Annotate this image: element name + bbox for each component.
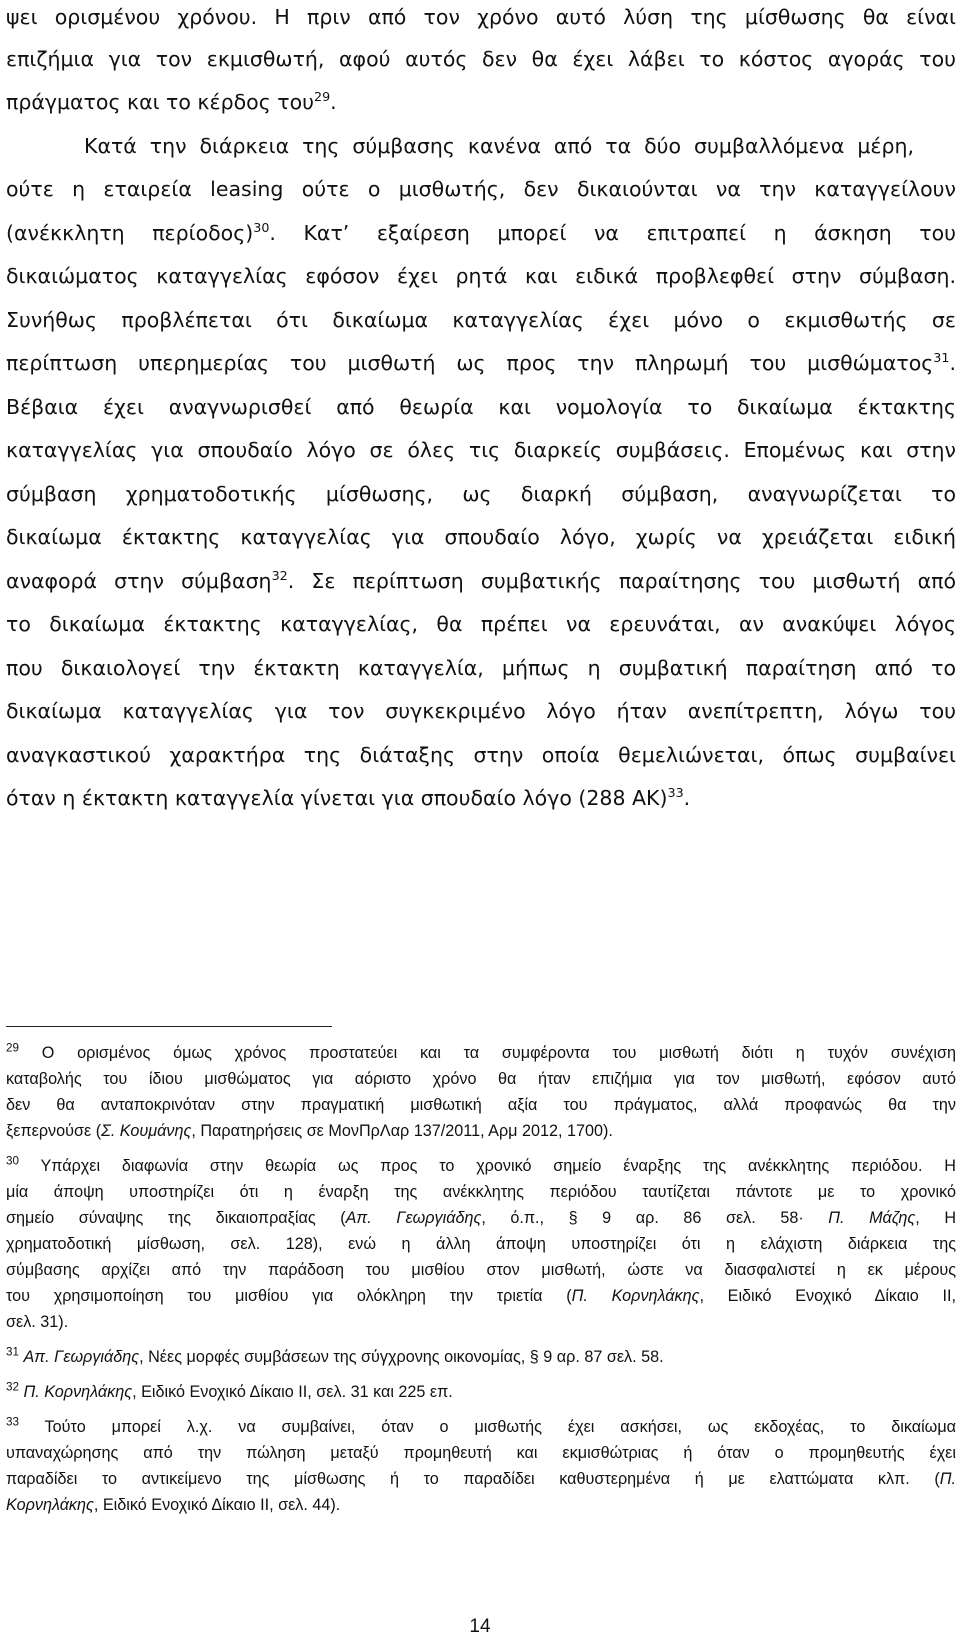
footnote-line: μία άποψη υποστηρίζει ότι η έναρξη της ανέκκλητης περιόδου ταυτίζεται πάντοτε με το χρονικό bbox=[6, 1183, 956, 1201]
footnote-line: υπαναχώρησης από την πώληση μεταξύ προμηθευτή και εκμισθώτριας ή όταν ο προμηθευτής έχει bbox=[6, 1444, 956, 1462]
footnote-number: 32 bbox=[6, 1380, 19, 1394]
footnote-line: $^{29}$ Ο ορισμένος όμως χρόνος προστατεύει και τα συμφέροντα του μισθωτή διότι η τυχόν συνέχιση bbox=[6, 1041, 956, 1062]
body-line: σύμβαση χρηματοδοτικής μίσθωσης, ως διαρκή σύμβαση, αναγνωρίζεται το bbox=[6, 482, 956, 506]
footnote-ref-30[interactable]: 30 bbox=[253, 220, 270, 236]
author-name: Π. bbox=[939, 1470, 956, 1488]
body-line: το δικαίωμα έκτακτης καταγγελίας, θα πρέπει να ερευνάται, αν ανακύψει λόγος bbox=[6, 612, 956, 636]
footnote-line: παραδίδει το αντικείμενο της μίσθωσης ή το παραδίδει καθυστερημένα ή με ελαττώματα κλπ. (Π. bbox=[6, 1470, 956, 1488]
body-line: δικαίωμα καταγγελίας για τον συγκεκριμένο λόγο ήταν ανεπίτρεπτη, λόγω του bbox=[6, 699, 956, 723]
body-line: καταγγελίας για σπουδαίο λόγο σε όλες τις διαρκείς συμβάσεις. Επομένως και στην bbox=[6, 438, 956, 462]
body-line: Βέβαια έχει αναγνωρισθεί από θεωρία και νομολογία το δικαίωμα έκτακτης bbox=[6, 395, 956, 419]
footnote-line: ξεπερνούσε (Σ. Κουμάνης, Παρατηρήσεις σε ΜονΠρΛαρ 137/2011, Αρμ 2012, 1700). bbox=[6, 1122, 613, 1140]
body-line: δικαιώματος καταγγελίας εφόσον έχει ρητά και ειδικά προβλεφθεί στην σύμβαση. bbox=[6, 264, 956, 288]
footnote-line: Κορνηλάκης, Ειδικό Ενοχικό Δίκαιο ΙΙ, σελ. 44). bbox=[6, 1496, 341, 1514]
body-line: δικαίωμα έκτακτης καταγγελίας για σπουδαίο λόγο, χωρίς να χρειάζεται ειδική bbox=[6, 525, 956, 549]
body-line: (ανέκκλητη περίοδος)$^{30}$. Κατ’ εξαίρεση μπορεί να επιτραπεί η άσκηση του bbox=[6, 220, 956, 245]
footnote-ref-29[interactable]: 29 bbox=[314, 89, 331, 105]
footnote-number: 29 bbox=[6, 1041, 19, 1055]
author-name: Π. Κορνηλάκης bbox=[23, 1383, 133, 1401]
footnote-line: σημείο σύναψης της δικαιοπραξίας (Απ. Γεωργιάδης, ό.π., § 9 αρ. 86 σελ. 58· Π. Μάζης, Η bbox=[6, 1209, 957, 1227]
footnote-line: δεν θα ανταποκρινόταν στην πραγματική μισθωτική αξία του πράγματος, αλλά προφανώς θα την bbox=[6, 1096, 956, 1114]
body-line: αναγκαστικού χαρακτήρα της διάταξης στην οποία θεμελιώνεται, όπως συμβαίνει bbox=[6, 743, 956, 767]
author-name: Απ. Γεωργιάδης bbox=[23, 1348, 140, 1366]
body-line: Κατά την διάρκεια της σύμβασης κανένα από τα δύο συμβαλλόμενα μέρη, bbox=[84, 134, 914, 158]
body-line: ούτε η εταιρεία leasing ούτε ο μισθωτής, δεν δικαιούνται να την καταγγείλουν bbox=[6, 177, 956, 201]
footnote-separator bbox=[6, 1026, 332, 1027]
body-line: ψει ορισμένου χρόνου. Η πριν από τον χρόνο αυτό λύση της μίσθωσης θα είναι bbox=[6, 5, 956, 29]
page-number: 14 bbox=[469, 1616, 491, 1637]
footnote-ref-33[interactable]: 33 bbox=[667, 785, 684, 801]
body-line: Συνήθως προβλέπεται ότι δικαίωμα καταγγελίας έχει μόνο ο εκμισθωτής σε bbox=[6, 308, 956, 332]
footnote-number: 33 bbox=[6, 1415, 19, 1429]
footnote-line: $^{33}$ Τούτο μπορεί λ.χ. να συμβαίνει, όταν ο μισθωτής έχει ασκήσει, ως εκδοχέας, το δικαίωμα bbox=[6, 1415, 956, 1436]
author-name: Κορνηλάκης bbox=[6, 1496, 94, 1514]
footnote-line: χρηματοδοτική μίσθωση, σελ. 128), ενώ η άλλη άποψη υποστηρίζει ότι η ελάχιστη διάρκεια της bbox=[6, 1235, 956, 1253]
body-line: που δικαιολογεί την έκτακτη καταγγελία, μήπως η συμβατική παραίτηση από το bbox=[6, 656, 956, 680]
body-line: περίπτωση υπερημερίας του μισθωτή ως προς την πληρωμή του μισθώματος$^{31}$. bbox=[6, 350, 956, 375]
author-name: Σ. Κουμάνης bbox=[101, 1122, 192, 1140]
footnote-line: καταβολής του ίδιου μισθώματος για αόριστο χρόνο θα ήταν επιζήμια για τον μισθωτή, εφόσον αυτό bbox=[6, 1070, 956, 1088]
body-line: πράγματος και το κέρδος του$^{29}$. bbox=[6, 89, 337, 114]
footnote-line: $^{32}$ Π. Κορνηλάκης, Ειδικό Ενοχικό Δίκαιο ΙΙ, σελ. 31 και 225 επ. bbox=[6, 1380, 453, 1401]
author-name: Π. Μάζης bbox=[828, 1209, 916, 1227]
footnote-number: 30 bbox=[6, 1154, 19, 1168]
footnote-line: σύμβασης αρχίζει από την παράδοση του μισθίου στον μισθωτή, ώστε να διασφαλιστεί η εκ μέρους bbox=[6, 1261, 956, 1279]
body-line: επιζήμια για τον εκμισθωτή, αφού αυτός δεν θα έχει λάβει το κόστος αγοράς του bbox=[6, 47, 956, 71]
footnote-number: 31 bbox=[6, 1345, 19, 1359]
footnote-ref-32[interactable]: 32 bbox=[271, 568, 288, 584]
footnote-line: του χρησιμοποίηση του μισθίου για ολόκληρη την τριετία (Π. Κορνηλάκης, Ειδικό Ενοχικό Δίκαιο ΙΙ, bbox=[6, 1287, 956, 1305]
body-line: αναφορά στην σύμβαση$^{32}$. Σε περίπτωση συμβατικής παραίτησης του μισθωτή από bbox=[6, 568, 956, 593]
body-line: όταν η έκτακτη καταγγελία γίνεται για σπουδαίο λόγο (288 ΑΚ)$^{33}$. bbox=[6, 785, 691, 810]
footnote-line: σελ. 31). bbox=[6, 1313, 69, 1331]
author-name: Απ. Γεωργιάδης bbox=[345, 1209, 482, 1227]
footnote-line: $^{31}$ Απ. Γεωργιάδης, Νέες μορφές συμβάσεων της σύγχρονης οικονομίας, § 9 αρ. 87 σελ. 58. bbox=[6, 1345, 664, 1366]
author-name: Π. Κορνηλάκης bbox=[571, 1287, 700, 1305]
footnote-line: $^{30}$ Υπάρχει διαφωνία στην θεωρία ως προς το χρονικό σημείο έναρξης της ανέκκλητης περιόδου. Η bbox=[6, 1154, 956, 1175]
footnote-ref-31[interactable]: 31 bbox=[933, 350, 950, 366]
